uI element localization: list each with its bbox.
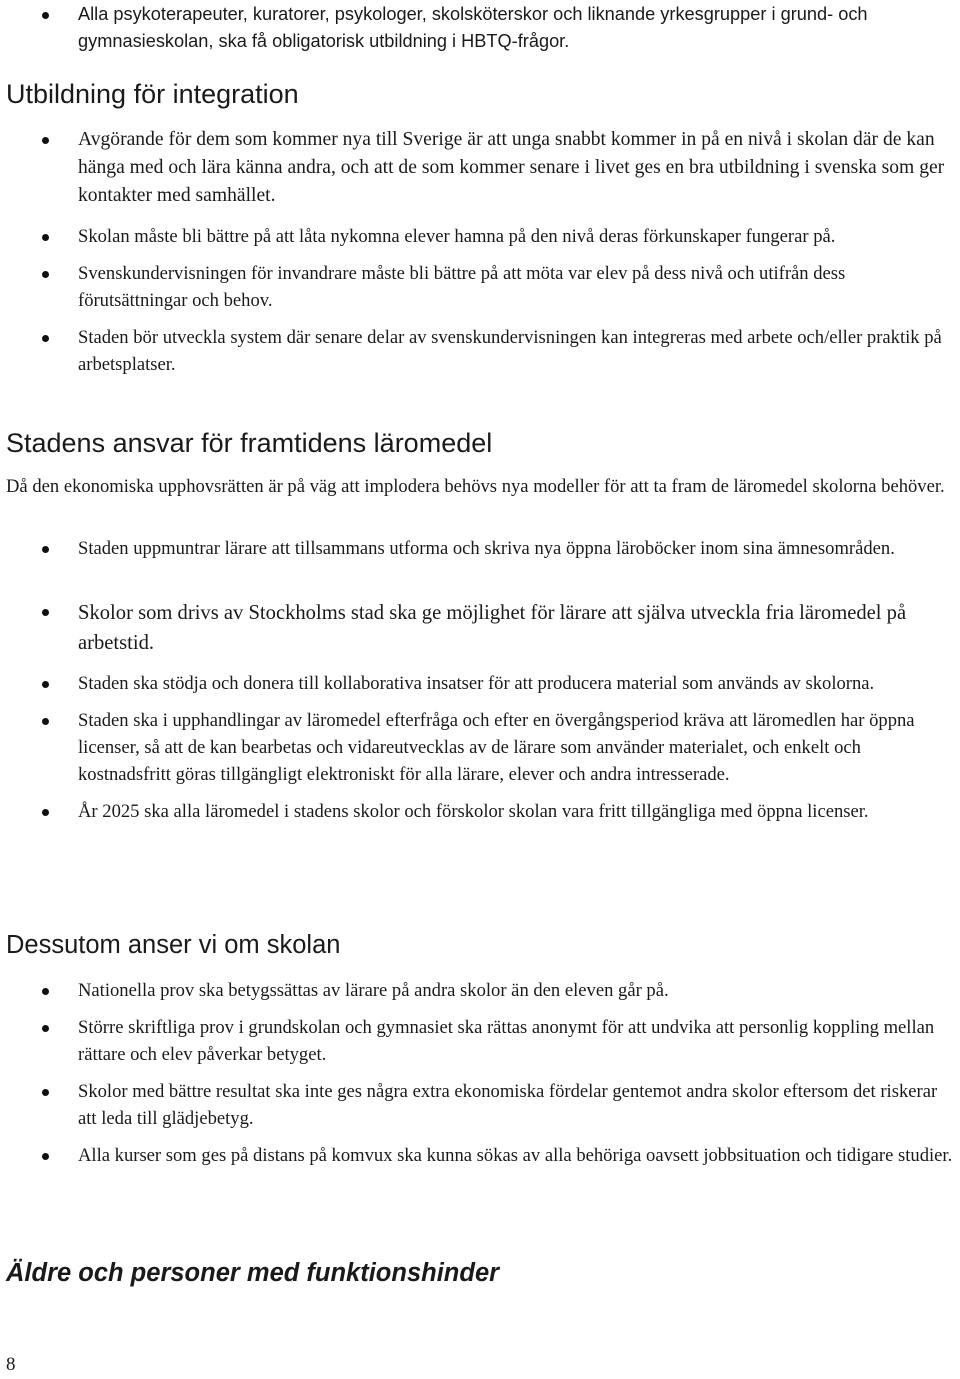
section-heading-dessutom: Dessutom anser vi om skolan [6,931,341,959]
integration-bullet-list-1 [6,126,956,210]
list-item: Svenskundervisningen för invandrare måste bli bättre på att möta var elev på dess nivå och utifrån dess förutsättningar och behov. [6,260,956,314]
list-item: År 2025 ska alla läromedel i stadens skolor och förskolor skolan vara fritt tillgängliga med öppna licenser. [6,798,956,825]
section-heading-integration: Utbildning för integration [6,79,299,109]
list-item: Alla kurser som ges på distans på komvux ska kunna sökas av alla behöriga oavsett jobbsituation och tidigare studier. [6,1142,956,1169]
laromedel-intro-paragraph: Då den ekonomiska upphovsrätten är på väg att implodera behövs nya modeller för att ta fram de läromedel skolorna behöver. [6,476,945,497]
list-item: Skolan måste bli bättre på att låta nykomna elever hamna på den nivå deras förkunskaper fungerar på. [6,223,956,250]
list-item: Nationella prov ska betygssättas av lärare på andra skolor än den eleven går på. [6,977,956,1004]
intro-bullet-list [6,1,956,55]
list-item: Skolor med bättre resultat ska inte ges några extra ekonomiska fördelar gentemot andra skolor eftersom det riskerar att leda till glädjebetyg. [6,1078,956,1132]
page-number: 8 [6,1354,16,1375]
list-item: Alla psykoterapeuter, kuratorer, psykologer, skolsköterskor och liknande yrkesgrupper i grund- och gymnasieskolan, ska få obligatorisk utbildning i HBTQ-frågor. [6,1,956,55]
laromedel-bullet-2 [6,598,956,658]
list-item: Staden bör utveckla system där senare delar av svenskundervisningen kan integreras med arbete och/eller praktik på arbetsplatser. [6,324,956,378]
laromedel-bullet-list-3 [6,670,956,825]
integration-bullet-list-2 [6,223,956,378]
list-item: Staden uppmuntrar lärare att tillsammans utforma och skriva nya öppna läroböcker inom sina ämnesområden. [6,535,956,562]
laromedel-bullet-1 [6,535,956,562]
list-item: Staden ska stödja och donera till kollaborativa insatser för att producera material som används av skolorna. [6,670,956,697]
list-item: Avgörande för dem som kommer nya till Sverige är att unga snabbt kommer in på en nivå i skolan där de kan hänga med och lära känna andra, och att de som kommer senare i livet ges en bra utbildning i svenska som ger kontakter med samhället. [6,126,956,210]
list-item: Skolor som drivs av Stockholms stad ska ge möjlighet för lärare att själva utveckla fria läromedel på arbetstid. [6,598,956,658]
list-item: Staden ska i upphandlingar av läromedel efterfråga och efter en övergångsperiod kräva att läromedlen har öppna licenser, så att de kan bearbetas och vidareutvecklas av de lärare som använder materialet, och enkelt och kostnadsfritt göras tillgängligt elektroniskt för alla lärare, elever och andra intresserade. [6,707,956,788]
dessutom-bullet-list [6,977,956,1169]
list-item: Större skriftliga prov i grundskolan och gymnasiet ska rättas anonymt för att undvika att personlig koppling mellan rättare och elev påverkar betyget. [6,1014,956,1068]
section-heading-aldre: Äldre och personer med funktionshinder [6,1259,500,1287]
section-heading-laromedel: Stadens ansvar för framtidens läromedel [6,428,493,458]
